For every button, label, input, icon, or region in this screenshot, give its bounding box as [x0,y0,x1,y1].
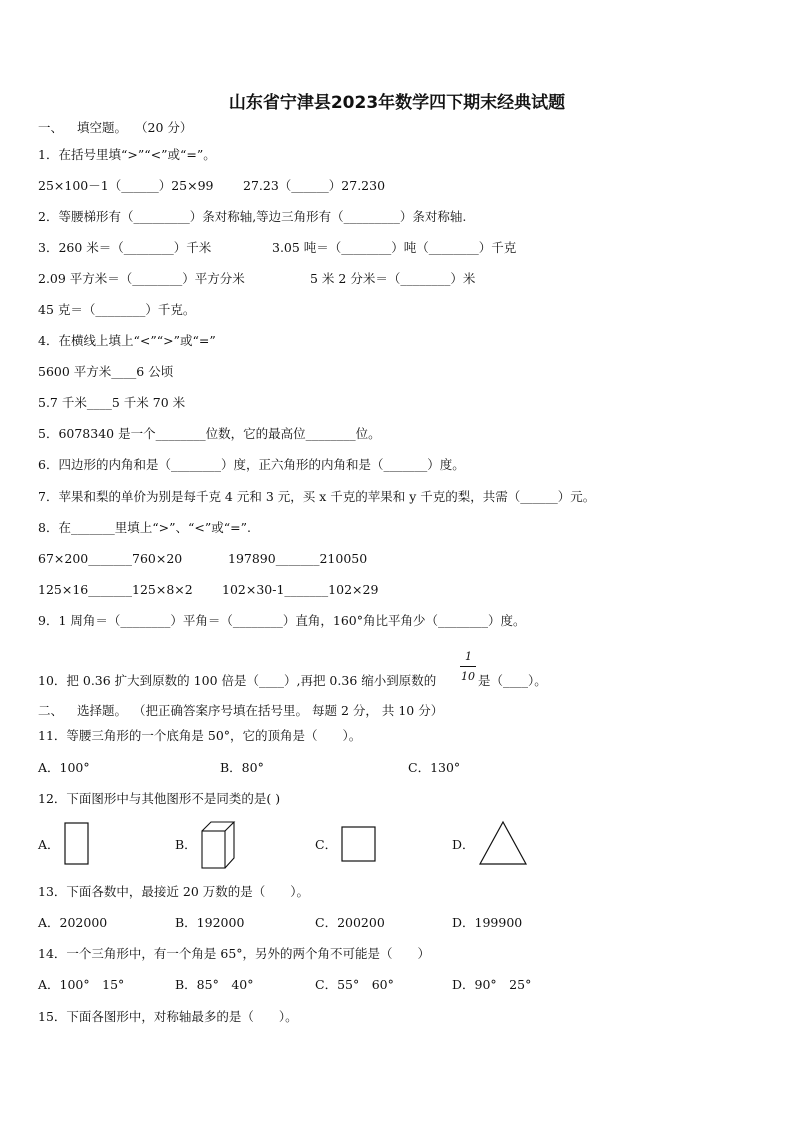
q13-text: 13．下面各数中，最接近 20 万数的是（ ）。 [38,884,310,899]
q8-c: 125×16_______125×8×2 [38,582,193,597]
q13-option-b: B．192000 [175,915,245,930]
q3-e: 45 克＝（________）千克。 [38,302,196,317]
section2-header [38,703,443,719]
q14-option-a: A．100° 15° [38,977,125,992]
section1-number: 一、 [38,120,64,135]
section2-label: 选择题。 [77,703,128,718]
q11-option-c: C．130° [408,760,461,775]
q12-option-a: A． [38,837,60,852]
q12-text: 12．下面图形中与其他图形不是同类的是( ) [38,791,281,806]
q15-text: 15．下面各图形中，对称轴最多的是（ ）。 [38,1009,298,1024]
q8-b: 197890_______210050 [228,551,368,566]
q8-d: 102×30-1_______102×29 [222,582,379,597]
q2-text: 2．等腰梯形有（_________）条对称轴,等边三角形有（_________）条对称轴. [38,209,467,224]
q14-option-c: C．55° 60° [315,977,394,992]
q3-a: 3．260 米＝（________）千米 [38,240,212,255]
q12-option-d: D． [452,837,475,852]
section1-header [38,120,192,136]
q10-fraction-numerator: 1 [465,650,472,663]
square-shape [341,826,377,863]
section1-label: 填空题。 [77,120,128,135]
section2-instruction: （把正确答案序号填在括号里。 每题 2 分， 共 10 分） [133,703,444,718]
q6-text: 6．四边形的内角和是（________）度，正六角形的内角和是（_______）度。 [38,457,465,472]
q13-option-a: A．202000 [38,915,108,930]
q12-option-b: B． [175,837,197,852]
q9-text: 9．1 周角＝（________）平角＝（________）直角，160°角比平角少（________）度。 [38,613,526,628]
q12-option-c: C． [315,837,338,852]
q1-text: 1．在括号里填“>”“<”或“=”。 [38,147,216,162]
q5-text: 5．6078340 是一个________位数，它的最高位________位。 [38,426,381,441]
q1-a: 25×100－1（______）25×99 [38,178,214,193]
page-title: 山东省宁津县2023年数学四下期末经典试题 [228,93,566,113]
q10-fraction-bar [460,666,476,667]
section1-score: （20 分） [135,120,193,135]
q8-text: 8．在_______里填上“>”、“<”或“=”. [38,520,251,535]
q4-text: 4．在横线上填上“<”“>”或“=” [38,333,216,348]
section2-number: 二、 [38,703,64,718]
q14-option-d: D．90° 25° [452,977,532,992]
q3-d: 5 米 2 分米＝（________）米 [310,271,476,286]
q8-a: 67×200_______760×20 [38,551,183,566]
q11-option-b: B．80° [220,760,264,775]
q13-option-d: D．199900 [452,915,523,930]
q4-a: 5600 平方米____6 公顷 [38,364,174,379]
q11-text: 11．等腰三角形的一个底角是 50°，它的顶角是（ ）。 [38,728,362,743]
q3-b: 3.05 吨＝（________）吨（________）千克 [272,240,517,255]
q10-before: 10．把 0.36 扩大到原数的 100 倍是（____）,再把 0.36 缩小到原数的 [38,673,437,688]
q7-text: 7．苹果和梨的单价为别是每千克 4 元和 3 元，买 x 千克的苹果和 y 千克的梨，共需（______）元。 [38,489,596,504]
rectangle-shape [64,822,90,866]
q11-option-a: A．100° [38,760,90,775]
q14-option-b: B．85° 40° [175,977,254,992]
cuboid-shape [201,820,237,870]
triangle-shape [478,820,528,866]
q4-b: 5.7 千米____5 千米 70 米 [38,395,186,410]
q3-c: 2.09 平方米＝（________）平方分米 [38,271,245,286]
q14-text: 14．一个三角形中，有一个角是 65°，另外的两个角不可能是（ ） [38,946,431,961]
q1-b: 27.23（______）27.230 [243,178,386,193]
q10-after: 是（____）。 [478,673,547,688]
q10-fraction-denominator: 10 [461,670,475,683]
q13-option-c: C．200200 [315,915,385,930]
